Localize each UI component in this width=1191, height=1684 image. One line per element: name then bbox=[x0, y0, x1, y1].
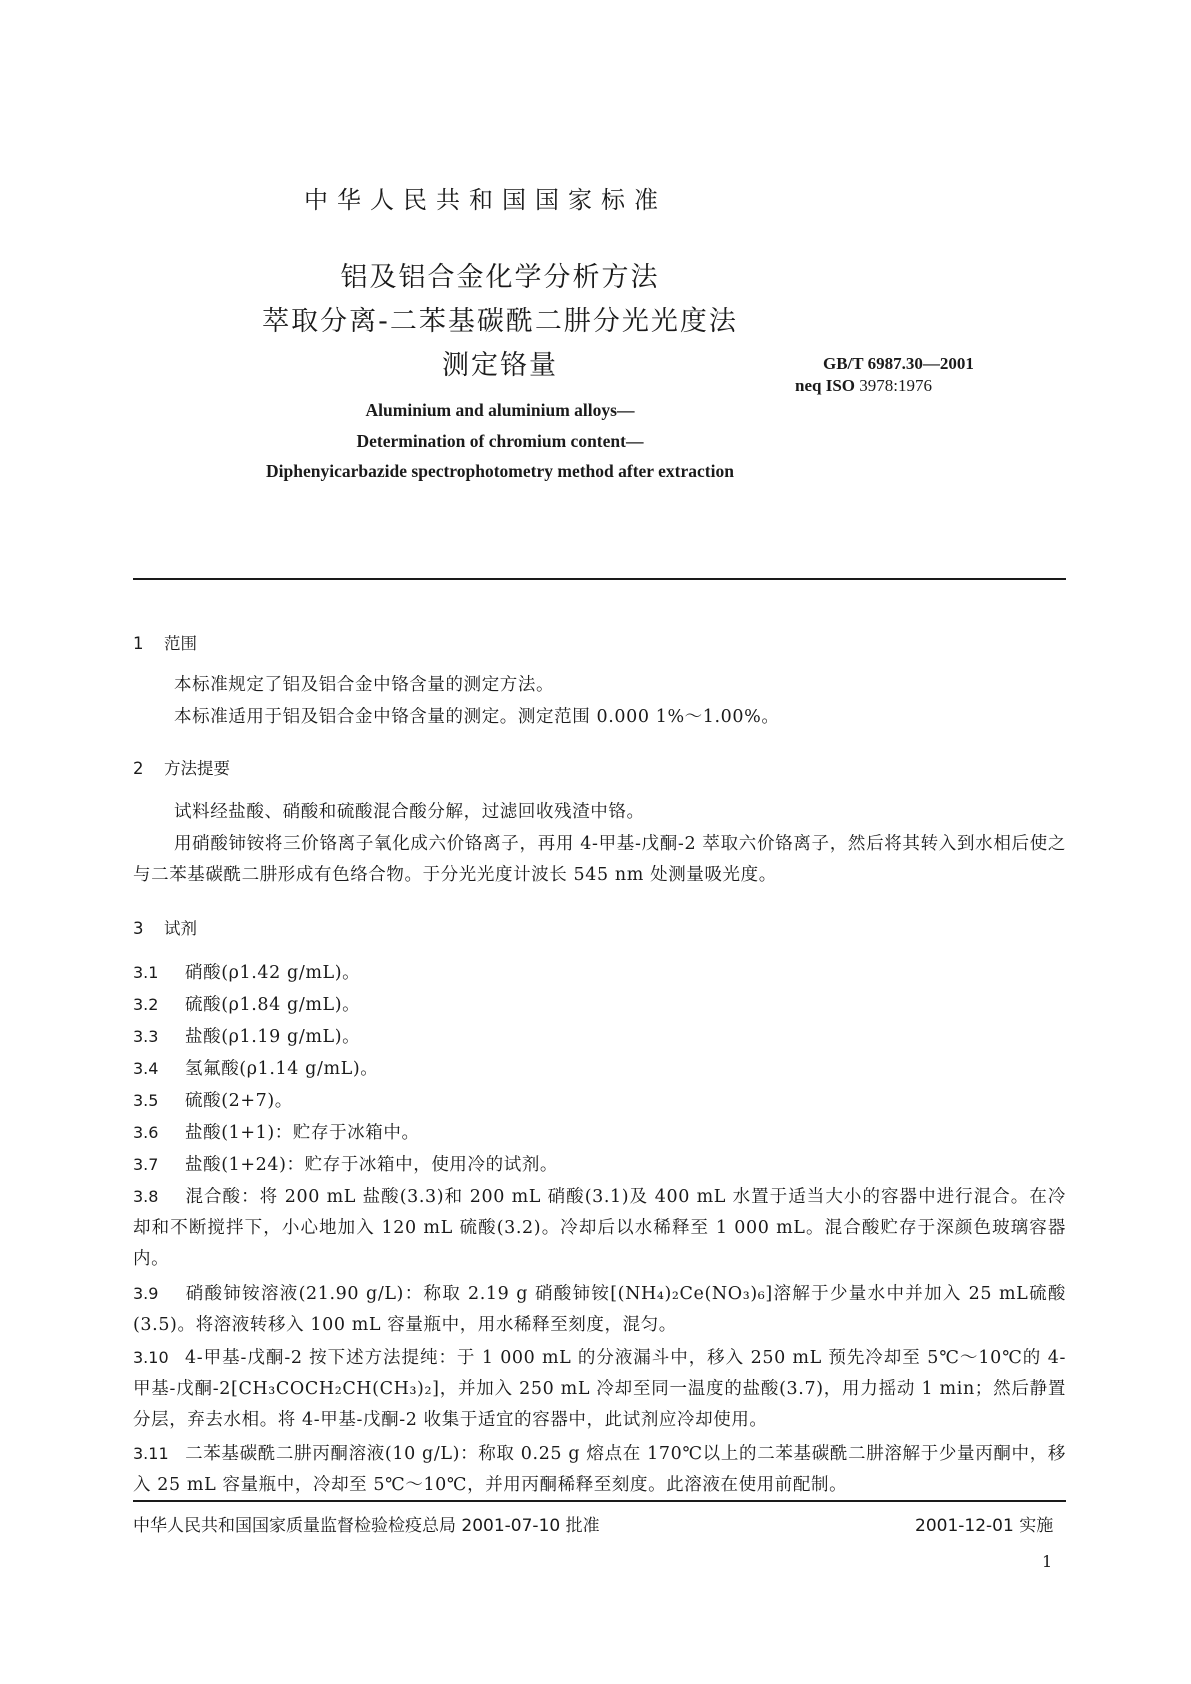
reagent-item: 3.6 盐酸(1+1)：贮存于冰箱中。 bbox=[133, 1123, 420, 1143]
section-heading-1: 1 范围 bbox=[133, 634, 197, 653]
page-number: 1 bbox=[1042, 1552, 1053, 1571]
reagent-item: 3.2 硫酸(ρ1.84 g/mL)。 bbox=[133, 995, 361, 1015]
title-en-line-1: Aluminium and aluminium alloys— bbox=[365, 400, 635, 420]
reagent-item: 3.1 硝酸(ρ1.42 g/mL)。 bbox=[133, 963, 361, 983]
reagent-item: 3.10 4-甲基-戊酮-2 按下述方法提纯：于 1 000 mL 的分液漏斗中，移入 250 mL 预先冷却至 5℃～10℃的 4-甲基-戊酮-2[CH₃COCH₂CH(CH₃)₂]，并加入 250 mL 冷却至同一温度的盐酸(3.7)，用力摇动 1 min；然后静置分层，弃去水相。将 4-甲基-戊酮-2 收集于适宜的容器中，此试剂应冷却使用。 bbox=[133, 1348, 1066, 1430]
section-1-para-2: 本标准适用于铝及铝合金中铬含量的测定。测定范围 0.000 1%～1.00%。 bbox=[174, 707, 780, 727]
reagent-item: 3.3 盐酸(ρ1.19 g/mL)。 bbox=[133, 1027, 361, 1047]
title-zh-line-2: 萃取分离-二苯基碳酰二肼分光光度法 bbox=[262, 306, 738, 337]
standard-equivalence: neq ISO 3978:1976 bbox=[795, 376, 932, 395]
reagent-item: 3.9 硝酸铈铵溶液(21.90 g/L)：称取 2.19 g 硝酸铈铵[(NH₄)₂Ce(NO₃)₆]溶解于少量水中并加入 25 mL硫酸(3.5)。将溶液转移入 100 mL 容量瓶中，用水稀释至刻度，混匀。 bbox=[133, 1284, 1066, 1335]
title-zh-line-3: 测定铬量 bbox=[442, 350, 558, 381]
standard-code: GB/T 6987.30—2001 bbox=[823, 354, 974, 373]
reagent-item: 3.7 盐酸(1+24)：贮存于冰箱中，使用冷的试剂。 bbox=[133, 1155, 559, 1175]
title-en-line-3: Diphenyicarbazide spectrophotometry method after extraction bbox=[266, 461, 734, 481]
section-heading-2: 2 方法提要 bbox=[133, 759, 230, 778]
section-1-para-1: 本标准规定了铝及铝合金中铬含量的测定方法。 bbox=[174, 675, 555, 695]
reagent-item: 3.4 氢氟酸(ρ1.14 g/mL)。 bbox=[133, 1059, 379, 1079]
reagent-item: 3.5 硫酸(2+7)。 bbox=[133, 1091, 293, 1111]
standard-type-header: 中华人民共和国国家标准 bbox=[304, 186, 667, 214]
footer-divider bbox=[133, 1500, 1066, 1502]
effective-date: 2001-12-01 实施 bbox=[915, 1516, 1054, 1536]
title-en-line-2: Determination of chromium content— bbox=[356, 431, 644, 451]
header-divider bbox=[133, 578, 1066, 580]
section-2-para-2: 用硝酸铈铵将三价铬离子氧化成六价铬离子，再用 4-甲基-戊酮-2 萃取六价铬离子，然后将其转入到水相后使之与二苯基碳酰二肼形成有色络合物。于分光光度计波长 545 nm 处测量吸光度。 bbox=[133, 834, 1066, 885]
reagent-item: 3.11 二苯基碳酰二肼丙酮溶液(10 g/L)：称取 0.25 g 熔点在 170℃以上的二苯基碳酰二肼溶解于少量丙酮中，移入 25 mL 容量瓶中，冷却至 5℃～10℃，并用丙酮稀释至刻度。此溶液在使用前配制。 bbox=[133, 1444, 1066, 1495]
title-zh-line-1: 铝及铝合金化学分析方法 bbox=[340, 262, 660, 293]
approval-line: 中华人民共和国国家质量监督检验检疫总局 2001-07-10 批准 bbox=[133, 1516, 600, 1536]
reagent-item: 3.8 混合酸：将 200 mL 盐酸(3.3)和 200 mL 硝酸(3.1)及 400 mL 水置于适当大小的容器中进行混合。在冷却和不断搅拌下，小心地加入 120 mL 硫酸(3.2)。冷却后以水稀释至 1 000 mL。混合酸贮存于深颜色玻璃容器内。 bbox=[133, 1187, 1066, 1269]
section-2-para-1: 试料经盐酸、硝酸和硫酸混合酸分解，过滤回收残渣中铬。 bbox=[174, 802, 645, 822]
section-heading-3: 3 试剂 bbox=[133, 919, 197, 938]
